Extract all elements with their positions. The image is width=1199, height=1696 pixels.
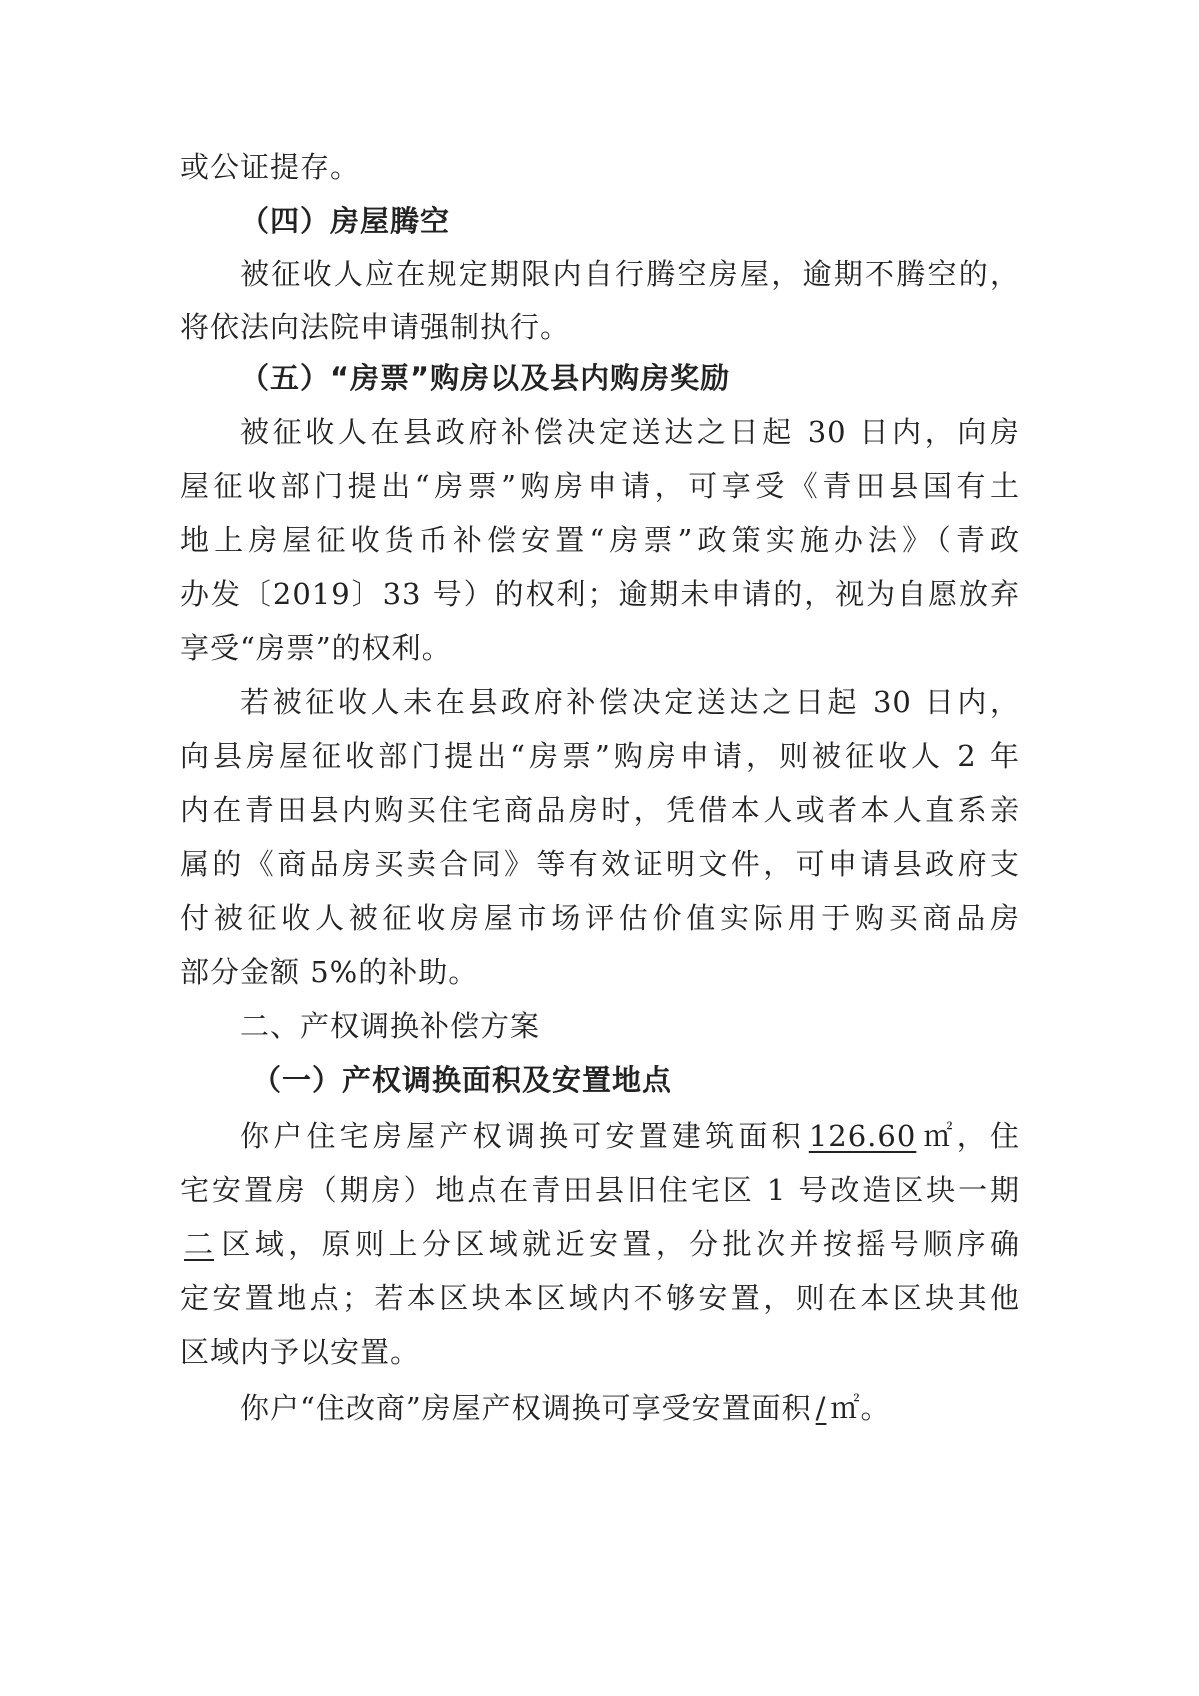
area-label: 你户住宅房屋产权调换可安置建筑面积 <box>240 1119 805 1153</box>
paragraph-line: 定安置地点；若本区块本区域内不够安置，则在本区块其他 <box>180 1281 1020 1315</box>
heading-house-ticket: （五）“房票”购房以及县内购房奖励 <box>240 361 731 395</box>
paragraph-line: 部分金额 5%的补助。 <box>180 955 479 989</box>
paragraph-line: 付被征收人被征收房屋市场评估价值实际用于购买商品房 <box>180 901 1020 935</box>
commercial-area-label: 你户“住改商”房屋产权调换可享受安置面积 <box>240 1391 812 1425</box>
area-unit-suffix: ㎡，住 <box>920 1119 1020 1153</box>
heading-housing-vacating: （四）房屋腾空 <box>240 204 451 238</box>
paragraph-line: 区域内予以安置。 <box>180 1335 421 1369</box>
paragraph-line: 被征收人应在规定期限内自行腾空房屋，逾期不腾空的， <box>240 257 1020 291</box>
paragraph-line: 办发〔2019〕33 号）的权利；逾期未申请的，视为自愿放弃 <box>180 577 1020 611</box>
paragraph-line: 内在青田县内购买住宅商品房时，凭借本人或者本人直系亲 <box>180 793 1020 827</box>
paragraph-line: 向县房屋征收部门提出“房票”购房申请，则被征收人 2 年 <box>180 739 1020 773</box>
paragraph-line: 属的《商品房买卖合同》等有效证明文件，可申请县政府支 <box>180 847 1020 881</box>
commercial-area-value: / <box>815 1391 827 1425</box>
paragraph-line: 将依法向法院申请强制执行。 <box>180 310 571 344</box>
paragraph-line: 或公证提存。 <box>180 150 361 184</box>
paragraph-line: 屋征收部门提出“房票”购房申请，可享受《青田县国有土 <box>180 469 1020 503</box>
commercial-area-unit: ㎡。 <box>830 1391 891 1425</box>
section-heading-property-exchange: 二、产权调换补偿方案 <box>240 1009 541 1043</box>
paragraph-line-commercial-area <box>240 1380 1020 1436</box>
paragraph-line: 被征收人在县政府补偿决定送达之日起 30 日内，向房 <box>240 415 1020 449</box>
paragraph-line: 享受“房票”的权利。 <box>180 631 452 665</box>
paragraph-line-zone <box>180 1216 1020 1272</box>
heading-exchange-area-location: （一）产权调换面积及安置地点 <box>252 1063 673 1097</box>
paragraph-line: 地上房屋征收货币补偿安置“房票”政策实施办法》（青政 <box>180 523 1020 557</box>
area-value: 126.60 <box>808 1119 917 1153</box>
paragraph-line-area <box>240 1108 1020 1164</box>
paragraph-line: 若被征收人未在县政府补偿决定送达之日起 30 日内， <box>240 685 1020 719</box>
paragraph-line: 宅安置房（期房）地点在青田县旧住宅区 1 号改造区块一期 <box>180 1173 1020 1207</box>
zone-text: 区域，原则上分区域就近安置，分批次并按摇号顺序确 <box>218 1227 1020 1261</box>
zone-value: 二 <box>184 1227 215 1261</box>
